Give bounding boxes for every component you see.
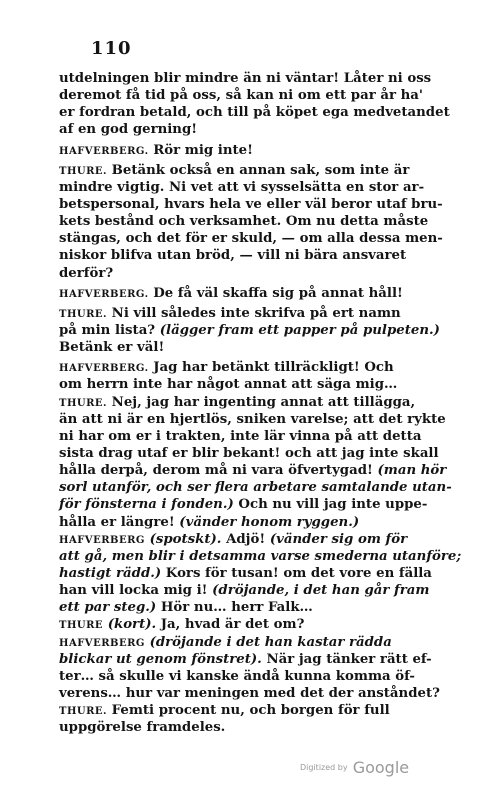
stage-direction: (vänder honom ryggen.) [179, 514, 360, 530]
text-line [59, 359, 439, 376]
dialogue-text: än att ni är en hjertlös, sniken varelse; att det rykte [59, 411, 446, 427]
dialogue-text: De få väl skaffa sig på annat håll! [148, 285, 403, 301]
text-line [59, 121, 439, 138]
stage-direction: (dröjande, i det han går fram [212, 583, 430, 599]
dialogue-text: sista drag utaf er blir bekant! och att jag inte skall [59, 445, 439, 461]
text-line [59, 428, 439, 445]
text-line [59, 565, 439, 582]
stage-direction: (kort). [107, 617, 157, 633]
stage-direction: blickar ut genom fönstret). [59, 651, 262, 667]
google-logo-text: Google [352, 758, 410, 777]
text-line [59, 634, 439, 651]
speaker-name: HAFVERBERG [59, 534, 145, 546]
text-line [59, 104, 450, 121]
speaker-name: THURE. [59, 397, 108, 409]
speaker-name: THURE [59, 620, 104, 632]
dialogue-text: verens… hur var meningen med det der anståndet? [59, 685, 440, 701]
google-digitized-watermark [300, 757, 409, 777]
dialogue-text: Hör nu… herr Falk… [156, 600, 313, 616]
dialogue-text: på min lista? [59, 322, 160, 338]
text-line [59, 582, 439, 599]
digitized-by-label: Digitized by [300, 763, 348, 772]
text-line [59, 247, 439, 264]
dialogue-text: kets bestånd och verksamhet. Om nu detta måste [59, 214, 429, 230]
dialogue-text: Rör mig inte! [148, 142, 253, 158]
text-line [59, 179, 439, 196]
text-line [59, 531, 439, 548]
text-line [59, 651, 439, 668]
text-line [59, 285, 439, 302]
text-line [59, 668, 439, 685]
text-line [59, 339, 439, 356]
text-line [59, 213, 439, 230]
text-line [59, 719, 439, 736]
text-line [59, 230, 443, 247]
text-line [59, 616, 439, 633]
dialogue-text: af en god gerning! [59, 122, 198, 138]
page-number: 110 [91, 38, 132, 59]
dialogue-text: Nej, jag har ingenting annat att tillägga, [107, 394, 416, 410]
text-line [59, 479, 452, 496]
stage-direction: (man hör [377, 463, 447, 479]
dialogue-text: Och nu vill jag inte uppe- [233, 497, 428, 513]
stage-direction: hastigt rädd.) [59, 565, 162, 581]
body-text [59, 70, 462, 736]
text-line [59, 87, 439, 104]
text-line [59, 702, 439, 719]
dialogue-text: ni har om er i trakten, inte lär vinna på att detta [59, 428, 422, 444]
dialogue-text: Adjö! [221, 531, 270, 547]
dialogue-text: Kors för tusan! om det vore en fälla [161, 565, 432, 581]
dialogue-text: mindre vigtig. Ni vet att vi sysselsätta en stor ar- [59, 179, 425, 195]
dialogue-text: stängas, och det för er skuld, — om alla dessa men- [59, 231, 443, 247]
text-line [59, 599, 439, 616]
stage-direction: (vänder sig om för [269, 531, 408, 547]
text-line [59, 411, 446, 428]
text-line [59, 265, 439, 282]
text-line [59, 496, 439, 513]
text-line [59, 142, 439, 159]
text-line [59, 196, 443, 213]
stage-direction: för fönsterna i fonden.) [59, 497, 234, 513]
text-line [59, 394, 439, 411]
dialogue-text: niskor blifva utan bröd, — vill ni bära ansvaret [59, 248, 407, 264]
dialogue-text: Betänk också en annan sak, som inte är [107, 162, 410, 178]
stage-direction: (spotskt). [149, 531, 222, 547]
text-line [59, 322, 439, 339]
dialogue-text: om herrn inte har något annat att säga mig… [59, 377, 398, 393]
dialogue-text: er fordran betald, och till på köpet ega medvetandet [59, 105, 450, 121]
stage-direction: ett par steg.) [59, 600, 157, 616]
speaker-name: THURE. [59, 308, 108, 320]
text-line [59, 514, 439, 531]
text-line [59, 376, 439, 393]
text-line [59, 70, 439, 87]
dialogue-text: ter… så skulle vi kanske ändå kunna komma öf- [59, 668, 415, 684]
text-line [59, 162, 439, 179]
speaker-name: HAFVERBERG [59, 637, 145, 649]
dialogue-text: hålla er längre! [59, 514, 180, 530]
dialogue-text: hålla derpå, derom må ni vara öfvertygad! [59, 463, 378, 479]
dialogue-text: Jag har betänkt tillräckligt! Och [148, 360, 394, 376]
stage-direction: sorl utanför, och ser flera arbetare samtalande utan- [59, 480, 452, 496]
speaker-name: THURE. [59, 706, 108, 718]
dialogue-text: derför? [59, 265, 114, 281]
speaker-name: THURE. [59, 165, 108, 177]
dialogue-text: utdelningen blir mindre än ni väntar! Låter ni oss [59, 71, 432, 86]
dialogue-text: När jag tänker rätt ef- [261, 651, 432, 667]
dialogue-text: Femti procent nu, och borgen för full [107, 703, 390, 719]
dialogue-text: betspersonal, hvars hela ve eller väl beror utaf bru- [59, 196, 443, 212]
dialogue-text: han vill locka mig i! [59, 583, 213, 599]
text-line [59, 462, 447, 479]
text-line [59, 445, 439, 462]
speaker-name: HAFVERBERG. [59, 363, 149, 375]
dialogue-text: uppgörelse framdeles. [59, 720, 226, 736]
text-line [59, 548, 462, 565]
dialogue-text: Ja, hvad är det om? [156, 617, 305, 633]
speaker-name: HAFVERBERG. [59, 145, 149, 157]
text-line [59, 305, 439, 322]
speaker-name: HAFVERBERG. [59, 288, 149, 300]
stage-direction: att gå, men blir i detsamma varse smederna utanföre; [59, 548, 462, 564]
dialogue-text: deremot få tid på oss, så kan ni om ett par år ha' [59, 88, 423, 104]
dialogue-text: Ni vill således inte skrifva på ert namn [107, 305, 401, 321]
stage-direction: (lägger fram ett papper på pulpeten.) [159, 322, 440, 338]
stage-direction: (dröjande i det han kastar rädda [149, 634, 392, 650]
dialogue-text: Betänk er väl! [59, 340, 165, 356]
text-line [59, 685, 439, 702]
